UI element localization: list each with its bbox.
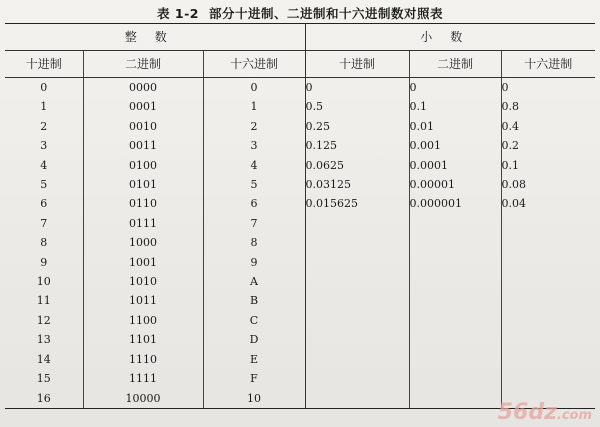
table-cell: 14 [36,352,51,366]
table-cell: 0 [40,81,48,94]
table-cell: 0000 [83,78,203,98]
table-cell: 0.015625 [305,194,409,213]
table-cell: 10000 [83,389,203,409]
table-cell: 0.04 [501,194,595,213]
watermark-suffix: .com [556,408,592,423]
table-cell [305,233,409,252]
group-header-integer: 整数 [5,24,305,51]
table-row [5,291,595,310]
table-cell: 1101 [83,330,203,349]
table-cell: 0.000001 [409,194,501,213]
table-cell [305,291,409,310]
table-cell: 0 [501,78,595,98]
table-body [5,78,595,409]
table-cell: 0010 [83,117,203,136]
caption-number: 表 1-2 [157,6,199,21]
table-cell: 0.8 [501,97,595,116]
table-row [5,369,595,388]
table-cell [305,272,409,291]
conversion-table [5,23,595,409]
table-cell: 0.5 [305,97,409,116]
table-cell: 16 [5,389,83,409]
table-row [5,175,595,194]
table-cell: 0 [305,78,409,98]
table-cell: 0100 [83,156,203,175]
table-cell: 1000 [83,233,203,252]
table-caption [0,4,600,22]
table-cell: 0101 [83,175,203,194]
table-cell [305,350,409,369]
table-row [5,117,595,136]
table-cell: 4 [40,158,48,172]
table-cell: 0.08 [501,175,595,194]
table-cell: 0 [203,78,305,98]
table-cell: 0011 [83,136,203,155]
table-row [5,330,595,349]
table-cell [409,389,501,409]
table-cell: 4 [203,156,305,175]
table-cell: 0.125 [305,136,409,155]
table-cell [409,311,501,330]
table-cell: 8 [40,236,48,250]
table-cell [305,311,409,330]
table-cell: 0.25 [305,117,409,136]
table-cell: 0110 [83,194,203,213]
table-cell: 0.4 [501,117,595,136]
table-cell [305,369,409,388]
table-row [5,253,595,272]
table-cell [501,214,595,233]
table-cell [409,233,501,252]
watermark-main: 56dz [497,400,557,425]
table-cell: 5 [40,178,48,192]
table-row [5,311,595,330]
table-cell: 9 [40,255,48,269]
table-row [5,233,595,252]
table-cell: 0.03125 [305,175,409,194]
table-cell [409,291,501,310]
table-cell [501,369,595,388]
table-cell: D [203,330,305,349]
table-cell: 0.001 [409,136,501,155]
table-cell [305,214,409,233]
table-cell [409,369,501,388]
table-cell [501,350,595,369]
col-header-int-binary: 二进制 [83,51,203,78]
col-header-frac-binary: 二进制 [409,51,501,78]
table-cell: 0.1 [409,97,501,116]
table-cell [501,233,595,252]
table-cell [305,389,409,409]
table-cell: 0.0001 [409,156,501,175]
table-cell: 1111 [83,369,203,388]
table-row [5,156,595,175]
table-cell [409,214,501,233]
table-cell: 1 [203,97,305,116]
table-cell [501,311,595,330]
col-header-frac-hex: 十六进制 [501,51,595,78]
site-watermark [498,400,592,425]
table-cell: 3 [203,136,305,155]
col-header-int-hex: 十六进制 [203,51,305,78]
table-cell: 0.01 [409,117,501,136]
table-cell [501,291,595,310]
table-row [5,350,595,369]
table-cell: 0.0625 [305,156,409,175]
table-cell: 7 [40,216,48,230]
table-cell: 0.1 [501,156,595,175]
table-cell: F [203,369,305,388]
table-cell: C [203,311,305,330]
col-header-int-decimal: 十进制 [5,51,83,78]
table-row [5,136,595,155]
table-cell: 1110 [83,350,203,369]
table-cell [409,272,501,291]
table-cell: 12 [36,313,51,327]
table-cell: A [203,272,305,291]
table-cell: 1011 [83,291,203,310]
table-cell: 0111 [83,214,203,233]
table-row [5,97,595,116]
table-cell: 0001 [83,97,203,116]
table-cell: 6 [40,197,48,211]
table-row [5,272,595,291]
table-cell: 5 [203,175,305,194]
table-cell [305,253,409,272]
table-cell: 6 [203,194,305,213]
table-cell [501,272,595,291]
caption-title: 部分十进制、二进制和十六进制数对照表 [208,6,443,21]
table-cell: 15 [36,372,51,386]
table-cell: 11 [36,294,51,308]
group-header-fraction: 小数 [305,24,595,51]
table-cell: 1001 [83,253,203,272]
table-cell: 7 [203,214,305,233]
table-cell [409,330,501,349]
table-row [5,214,595,233]
table-cell: 1 [40,100,48,114]
table-cell: 0 [409,78,501,98]
table-cell: 0.00001 [409,175,501,194]
table-row [5,78,595,98]
table-cell [305,330,409,349]
table-cell: 9 [203,253,305,272]
table-cell: 13 [36,333,51,347]
table-cell: 2 [40,119,48,133]
table-cell [409,253,501,272]
table-cell [501,253,595,272]
table-cell: 1100 [83,311,203,330]
table-cell: 0.2 [501,136,595,155]
col-header-frac-decimal: 十进制 [305,51,409,78]
table-cell: 2 [203,117,305,136]
table-cell: 8 [203,233,305,252]
table-cell: 1010 [83,272,203,291]
table-cell [409,350,501,369]
table-cell: E [203,350,305,369]
table-row [5,194,595,213]
table-cell: 3 [40,139,48,153]
table-cell: B [203,291,305,310]
table-cell: 10 [36,275,51,289]
table-cell: 10 [203,389,305,409]
table-cell [501,330,595,349]
